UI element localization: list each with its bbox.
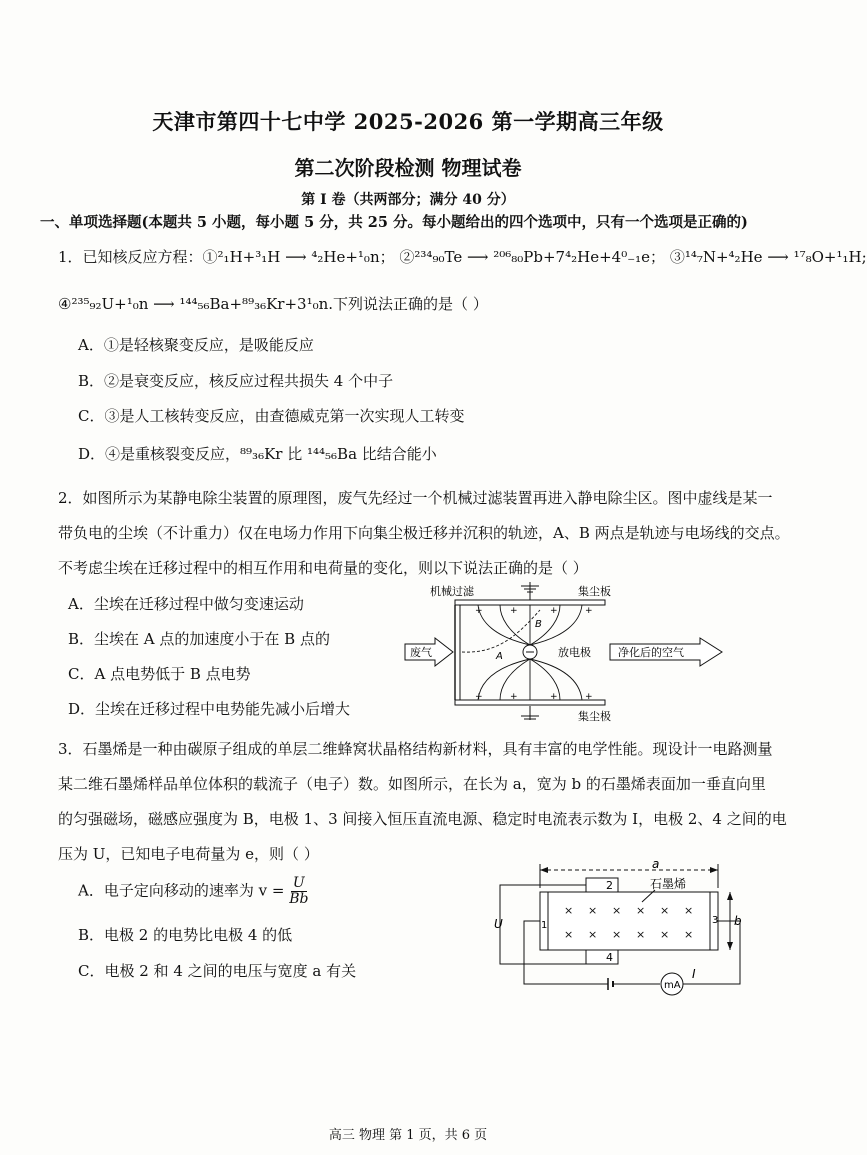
svg-text:+: + [585,692,593,702]
milliammeter: mA [664,980,681,991]
svg-text:×: × [564,928,574,941]
dim-a-label: a [652,857,660,871]
q3-option-b: B．电极 2 的电势比电极 4 的低 [78,926,293,944]
q1-stem: .下列说法正确的是（ ） [328,295,488,313]
velocity-fraction [289,876,308,907]
electrode-2: 2 [606,879,613,892]
label-discharge: 放电极 [558,646,591,659]
svg-text:+: + [475,692,483,702]
q3-stem-line3: 的匀强磁场，磁感应强度为 B，电极 1、3 间接入恒压直流电源、稳定时电流表示数为 I，电极 2、4 之间的电 [58,810,787,828]
svg-text:+: + [585,606,593,616]
svg-text:×: × [660,904,670,917]
voltage-u-label: U [494,917,503,931]
q2-option-d: D．尘埃在迁移过程中电势能先减小后增大 [68,700,351,718]
electrode-1: 1 [541,920,548,931]
q1-equations-line1 [58,246,867,267]
label-filter: 机械过滤 [430,585,474,598]
svg-text:+: + [510,692,518,702]
page-footer: 高三 物理 第 1 页，共 6 页 [328,1128,488,1143]
exam-title-line1: 天津市第四十七中学 2025-2026 第一学期高三年级 [152,109,664,134]
q1-option-b: B．②是衰变反应，核反应过程共损失 4 个中子 [78,372,394,390]
q3-option-a-text: A．电子定向移动的速率为 v = [78,881,285,900]
point-b-label: B [535,619,542,630]
q2-stem-line3: 不考虑尘埃在迁移过程中的相互作用和电荷量的变化，则以下说法正确的是（ ） [58,559,588,577]
label-collector-bottom: 集尘极 [578,710,611,723]
graphene-label: 石墨烯 [650,877,687,891]
svg-text:×: × [636,928,646,941]
svg-text:+: + [475,606,483,616]
svg-text:×: × [660,928,670,941]
svg-text:+: + [510,606,518,616]
dim-b-label: b [734,914,742,928]
exam-title-line2: 第二次阶段检测 物理试卷 [294,156,522,180]
q3-stem-line2: 某二维石墨烯样品单位体积的载流子（电子）数。如图所示，在长为 a，宽为 b 的石墨烯表面加一垂直向里 [58,775,766,793]
svg-text:+: + [550,692,558,702]
electrode-4: 4 [606,951,613,964]
electrostatic-precipitator-diagram [400,582,730,724]
q3-stem-line4: 压为 U，已知电子电荷量为 e，则（ ） [58,845,319,863]
q2-option-c: C．A 点电势低于 B 点电势 [68,665,251,683]
q1-option-a: A．①是轻核聚变反应，是吸能反应 [78,336,314,354]
point-a-label: A [496,651,503,662]
svg-text:×: × [588,904,598,917]
q1-reaction-1: ①²₁H+³₁H ⟶ ⁴₂He+¹₀n； [202,248,395,266]
q2-option-b: B．尘埃在 A 点的加速度小于在 B 点的 [68,630,330,648]
svg-text:+: + [550,606,558,616]
q2-stem-line2: 带负电的尘埃（不计重力）仅在电场力作用下向集尘极迁移并沉积的轨迹，A、B 两点是轨迹与电场线的交点。 [58,524,790,542]
q1-option-d: D．④是重核裂变反应，⁸⁹₃₆Kr 比 ¹⁴⁴₅₆Ba 比结合能小 [78,445,437,463]
label-exhaust: 废气 [410,646,432,659]
q2-stem-line1: 2．如图所示为某静电除尘装置的原理图，废气先经过一个机械过滤装置再进入静电除尘区。图中虚线是某一 [58,489,773,507]
electrode-3: 3 [712,915,719,926]
q2-option-a: A．尘埃在迁移过程中做匀变速运动 [68,595,304,613]
svg-text:×: × [636,904,646,917]
label-collector-top: 集尘板 [578,585,611,598]
q3-option-a [78,876,308,907]
q1-equations-line2 [58,293,488,314]
graphene-hall-circuit-diagram [490,858,752,998]
current-i-label: I [692,967,696,981]
exam-title-line3: 第 I 卷（共两部分；满分 40 分） [301,192,515,208]
q1-option-c: C．③是人工核转变反应，由查德威克第一次实现人工转变 [78,407,465,425]
q1-reaction-4: ④²³⁵₉₂U+¹₀n ⟶ ¹⁴⁴₅₆Ba+⁸⁹₃₆Kr+3¹₀n [58,295,329,313]
q3-option-c: C．电极 2 和 4 之间的电压与宽度 a 有关 [78,962,357,980]
svg-text:×: × [588,928,598,941]
q1-lead: 1．已知核反应方程： [58,248,203,266]
q1-reaction-3: ③¹⁴₇N+⁴₂He ⟶ ¹⁷₈O+¹₁H; [669,248,867,266]
svg-text:×: × [612,904,622,917]
fraction-denominator: Bb [289,891,309,907]
q1-reaction-2: ②²³⁴₉₀Te ⟶ ²⁰⁶₈₀Pb+7⁴₂He+4⁰₋₁e； [399,248,666,266]
section-heading: 一、单项选择题(本题共 5 小题，每小题 5 分，共 25 分。每小题给出的四个选项中，只有一个选项是正确的) [40,214,748,231]
q3-stem-line1: 3．石墨烯是一种由碳原子组成的单层二维蜂窝状晶格结构新材料，具有丰富的电学性能。现设计一电路测量 [58,740,773,758]
svg-text:×: × [684,928,694,941]
svg-text:×: × [684,904,694,917]
svg-text:×: × [564,904,574,917]
svg-text:×: × [612,928,622,941]
fraction-numerator: U [292,875,305,891]
label-clean-air: 净化后的空气 [618,646,684,659]
